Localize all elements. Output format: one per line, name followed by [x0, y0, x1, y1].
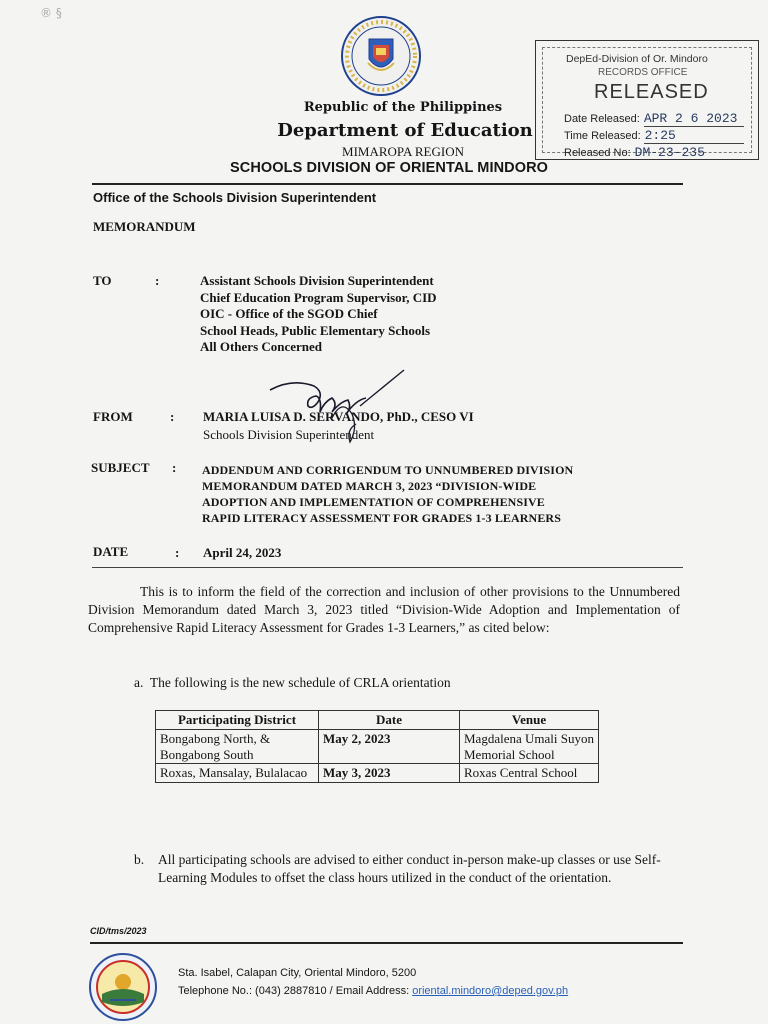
body-paragraph: This is to inform the field of the correction and inclusion of other provisions to the Unnumbered Division Memorandum dated March 3, 2023 titled “Division-Wide Adoption and Implementation of Comprehensive Rapid Literacy Assessment for Grades 1-3 Learners,” as cited below: — [88, 584, 680, 635]
subject-text — [202, 462, 573, 526]
column-header: Venue — [460, 711, 599, 730]
corner-scan-mark: ® § — [40, 6, 62, 20]
subject-line: ADDENDUM AND CORRIGENDUM TO UNNUMBERED DIVISION — [202, 463, 574, 477]
table-row — [156, 730, 599, 764]
district-cell: Bongabong North, & Bongabong South — [156, 730, 319, 764]
subject-label: SUBJECT — [91, 460, 150, 475]
table-header-row — [156, 711, 599, 730]
contact-line — [178, 985, 568, 997]
stamp-date-row — [564, 111, 737, 126]
date-cell: May 2, 2023 — [319, 730, 460, 764]
recipient-list — [200, 273, 437, 356]
sender-name: MARIA LUISA D. SERVANDO, PhD., CESO VI — [203, 409, 474, 424]
stamp-time-row — [564, 128, 676, 143]
subject-line: ADOPTION AND IMPLEMENTATION OF COMPREHENSIVE — [202, 495, 545, 509]
stamp-status: RELEASED — [594, 81, 709, 103]
date-label: DATE — [93, 544, 129, 559]
republic-heading: Republic of the Philippines — [303, 100, 503, 115]
from-colon: : — [170, 409, 175, 424]
to-colon: : — [155, 273, 160, 288]
memo-date: April 24, 2023 — [203, 545, 282, 560]
recipient-item: Chief Education Program Supervisor, CID — [200, 289, 437, 305]
stamp-time-underline — [644, 143, 744, 144]
date-cell: May 3, 2023 — [319, 764, 460, 783]
stamp-date-value: APR 2 6 2023 — [643, 111, 738, 126]
date-colon: : — [175, 545, 180, 560]
recipient-item: Assistant Schools Division Superintendent — [200, 273, 434, 288]
recipient-item: School Heads, Public Elementary Schools — [200, 322, 431, 338]
division-heading: SCHOOLS DIVISION OF ORIENTAL MINDORO — [230, 160, 549, 176]
footer-divider — [90, 942, 683, 944]
stamp-line-2: RECORDS OFFICE — [598, 67, 688, 78]
stamp-date-label: Date Released: — [564, 113, 640, 125]
contact-prefix: Telephone No.: (043) 2887810 / Email Address: — [178, 985, 413, 997]
memo-type: MEMORANDUM — [93, 219, 196, 234]
recipient-item: All Others Concerned — [200, 339, 323, 354]
table-row — [156, 764, 599, 783]
signature-icon — [262, 368, 412, 448]
column-header: Participating District — [156, 711, 319, 730]
department-heading: Department of Education — [277, 120, 533, 141]
reference-code: CID/tms/2023 — [90, 926, 147, 936]
list-item-text: All participating schools are advised to either conduct in-person make-up classes or use Self-Learning Modules to offset the class hours utilized in the conduct of the orientation. — [158, 852, 661, 885]
stamp-line-1: DepEd-Division of Or. Mindoro — [566, 53, 708, 65]
subject-line: MEMORANDUM DATED MARCH 3, 2023 “DIVISION-WIDE — [202, 479, 537, 493]
venue-cell: Roxas Central School — [460, 764, 599, 783]
address-line: Sta. Isabel, Calapan City, Oriental Mindoro, 5200 — [178, 967, 417, 979]
subject-line: RAPID LITERACY ASSESSMENT FOR GRADES 1-3 LEARNERS — [202, 511, 561, 525]
division-seal-icon — [88, 952, 158, 1022]
recipient-item: OIC - Office of the SGOD Chief — [200, 306, 378, 321]
list-marker: b. — [134, 852, 145, 867]
stamp-date-underline — [644, 126, 744, 127]
date-divider — [92, 567, 683, 568]
stamp-number-label: Released No: — [564, 147, 631, 159]
venue-cell: Magdalena Umali Suyon Memorial School — [460, 730, 599, 764]
header-divider — [92, 183, 683, 185]
email-link[interactable]: oriental.mindoro@deped.gov.ph — [412, 985, 569, 997]
stamp-time-label: Time Released: — [564, 130, 641, 142]
stamp-number-row — [564, 145, 705, 160]
sender-title: Schools Division Superintendent — [203, 427, 375, 442]
column-header: Date — [319, 711, 460, 730]
from-label: FROM — [93, 409, 133, 424]
stamp-number-value: DM-23-235 — [634, 145, 705, 160]
to-label: TO — [93, 273, 112, 288]
region-heading: MIMAROPA REGION — [342, 144, 464, 159]
list-item-b — [134, 851, 680, 887]
district-cell: Roxas, Mansalay, Bulalacao — [156, 764, 319, 783]
subject-colon: : — [172, 460, 177, 475]
schedule-table — [155, 710, 599, 783]
list-item-a: a. The following is the new schedule of CRLA orientation — [134, 675, 451, 690]
released-stamp — [535, 40, 759, 160]
office-line: Office of the Schools Division Superintendent — [93, 190, 377, 205]
deped-seal-icon — [340, 15, 422, 97]
stamp-time-value: 2:25 — [644, 128, 676, 143]
